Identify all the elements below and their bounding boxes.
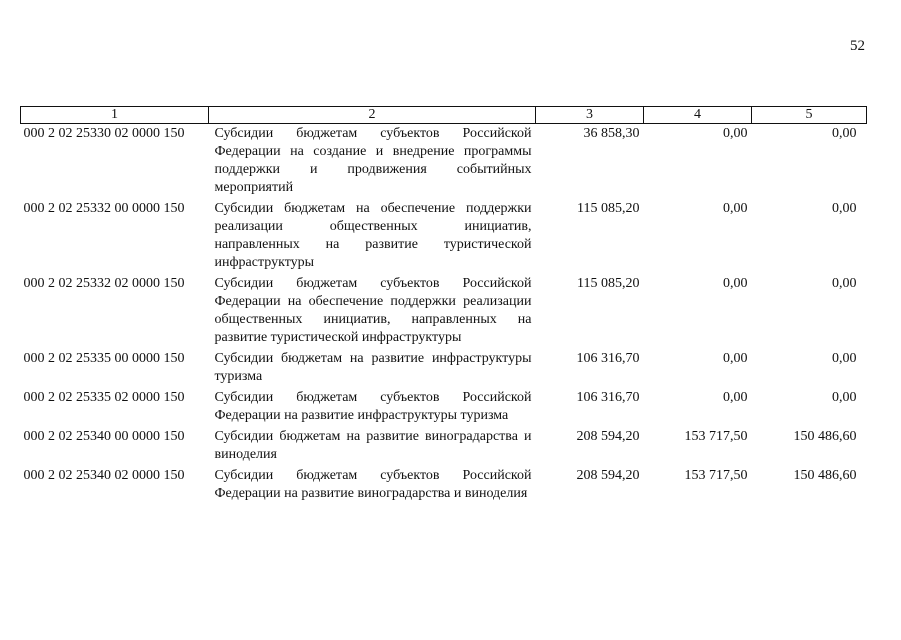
table-row [21,349,867,388]
row-value-col4: 0,00 [723,126,748,141]
row-value-col4: 153 717,50 [684,429,748,444]
row-code: 000 2 02 25335 00 0000 150 [23,351,185,366]
row-value-col5: 0,00 [832,201,857,216]
header-row [21,107,867,124]
table-row [21,388,867,427]
row-value-col4: 0,00 [723,390,748,405]
row-value-col3: 115 085,20 [577,201,640,216]
budget-table [20,106,867,505]
table-row [21,199,867,274]
column-header-3: 3 [536,107,644,124]
row-value-col4: 153 717,50 [684,468,748,483]
row-description: Субсидии бюджетам субъектов Российской Федерации на создание и внедрение программы поддержки и продвижения событийных мероприятий [214,126,532,195]
row-value-col3: 208 594,20 [576,468,640,483]
row-value-col5: 0,00 [832,276,857,291]
row-description: Субсидии бюджетам на обеспечение поддержки реализации общественных инициатив, направленных на развитие туристической инфраструктуры [214,201,532,270]
row-code: 000 2 02 25332 00 0000 150 [23,201,185,216]
table-row [21,427,867,466]
row-description: Субсидии бюджетам на развитие виноградарства и виноделия [214,429,532,462]
row-value-col4: 0,00 [723,351,748,366]
row-description: Субсидии бюджетам субъектов Российской Федерации на развитие инфраструктуры туризма [214,390,532,423]
row-code: 000 2 02 25340 02 0000 150 [23,468,185,483]
table-row [21,274,867,349]
page-number: 52 [850,38,865,54]
table-row [21,466,867,505]
row-value-col3: 208 594,20 [576,429,640,444]
row-code: 000 2 02 25340 00 0000 150 [23,429,185,444]
row-value-col3: 106 316,70 [576,390,640,405]
row-value-col3: 36 858,30 [583,126,640,141]
row-value-col4: 0,00 [723,201,748,216]
row-code: 000 2 02 25332 02 0000 150 [23,276,185,291]
row-description: Субсидии бюджетам субъектов Российской Федерации на развитие виноградарства и виноделия [214,468,532,501]
row-value-col5: 0,00 [832,126,857,141]
row-value-col3: 106 316,70 [576,351,640,366]
row-code: 000 2 02 25335 02 0000 150 [23,390,185,405]
row-value-col5: 150 486,60 [793,429,857,444]
row-value-col5: 150 486,60 [793,468,857,483]
row-description: Субсидии бюджетам субъектов Российской Федерации на обеспечение поддержки реализации общественных инициатив, направленных на развитие туристической инфраструктуры [214,276,532,345]
row-code: 000 2 02 25330 02 0000 150 [23,126,185,141]
column-header-5: 5 [752,107,867,124]
column-header-1: 1 [21,107,209,124]
row-value-col5: 0,00 [832,390,857,405]
row-value-col3: 115 085,20 [577,276,640,291]
row-value-col5: 0,00 [832,351,857,366]
row-value-col4: 0,00 [723,276,748,291]
column-header-4: 4 [644,107,752,124]
table-row [21,124,867,200]
row-description: Субсидии бюджетам на развитие инфраструктуры туризма [214,351,532,384]
column-header-2: 2 [209,107,536,124]
